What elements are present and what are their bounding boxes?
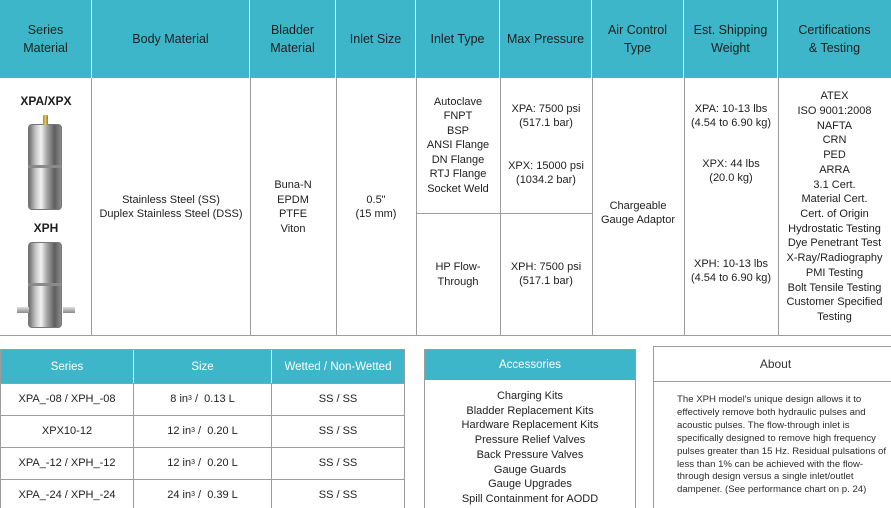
- sizes-header-series: Series: [50, 360, 84, 373]
- row-wetted: SS / SS: [271, 480, 404, 508]
- cert-item: Material Cert.: [801, 193, 868, 206]
- pressure-psi: XPA: 7500 psi: [511, 102, 581, 115]
- weight-kg: (4.54 to 6.90 kg): [690, 272, 772, 284]
- cert-item: PED: [823, 149, 846, 162]
- body-material-cell: [92, 78, 250, 336]
- inlet-type-bottom-cell: [416, 213, 500, 336]
- sizes-header-row: [1, 350, 404, 383]
- inlet-type-flow: HP Flow-: [435, 261, 481, 273]
- table-row: [1, 447, 404, 479]
- cert-item: Dye Penetrant Test: [787, 237, 882, 250]
- about-text: The XPH model's unique design allows it to effectively remove both hydraulic pulses and acoustic pulses. The flow-through inlet is specifically designed to remove high frequency pulses greater than 15 Hz. Residual pulsations of less than 1% can be achieved with the flow-through design versus a single inlet/outlet dampener. (See performance chart on p. 24): [677, 394, 887, 496]
- inlet-size-in: 0.5": [366, 193, 386, 206]
- cert-item: Cert. of Origin: [800, 208, 869, 220]
- bladder-ptfe: PTFE: [278, 208, 308, 220]
- cert-item: PMI Testing: [805, 266, 864, 279]
- air-control-line2: Gauge Adaptor: [600, 214, 675, 226]
- list-item: Back Pressure Valves: [476, 448, 584, 461]
- table-row: [1, 479, 404, 508]
- row-size: 12 in 3 / 0.20 L: [133, 416, 271, 447]
- inlet-type-top-cell: [416, 78, 500, 213]
- accessories-list: [425, 389, 635, 507]
- pressure-bar: (517.1 bar): [519, 117, 573, 129]
- cert-item: Bolt Tensile Testing: [787, 281, 882, 294]
- max-pressure-xpa: [500, 94, 592, 138]
- cert-item: CRN: [822, 134, 847, 147]
- header-series-material: Series Material: [0, 0, 92, 78]
- row-series: XPA_-24 / XPH_-24: [18, 489, 116, 502]
- cert-item: Testing: [817, 310, 852, 323]
- header-shipping-weight: Est. Shipping Weight: [684, 0, 778, 78]
- table-row: [1, 383, 404, 415]
- series-xpa-xpx-label: XPA/XPX: [20, 94, 72, 108]
- weight-lbs: XPH: 10-13 lbs: [694, 257, 768, 270]
- table-row: [1, 415, 404, 447]
- about-title: About: [654, 347, 891, 382]
- row-wetted: SS / SS: [271, 384, 404, 415]
- header-inlet-size: Inlet Size: [336, 0, 416, 78]
- bladder-epdm: EPDM: [277, 193, 309, 206]
- cert-item: NAFTA: [816, 119, 853, 132]
- list-item: Gauge Upgrades: [488, 478, 572, 491]
- weight-xpa: [684, 94, 778, 138]
- row-wetted: SS / SS: [271, 416, 404, 447]
- max-pressure-xph: [500, 252, 592, 296]
- list-item: Spill Containment for AODD: [461, 492, 599, 505]
- bladder-buna: Buna-N: [274, 179, 312, 191]
- weight-kg: (4.54 to 6.90 kg): [690, 117, 772, 129]
- series-xph-label: XPH: [33, 221, 59, 235]
- header-inlet-type: Inlet Type: [416, 0, 500, 78]
- body-material-ss: Stainless Steel (SS): [122, 193, 220, 206]
- pressure-psi: XPH: 7500 psi: [510, 260, 582, 273]
- bladder-material-cell: [250, 78, 336, 336]
- row-series: XPA_-08 / XPH_-08: [18, 393, 116, 406]
- cert-item: 3.1 Cert.: [813, 178, 856, 191]
- weight-xpx: [684, 149, 778, 193]
- weight-xph: [684, 249, 778, 293]
- pressure-bar: (1034.2 bar): [516, 174, 576, 186]
- row-series: XPA_-12 / XPH_-12: [18, 457, 116, 470]
- air-control-line1: Chargeable: [609, 199, 667, 212]
- air-control-cell: [592, 78, 684, 348]
- inlet-type-item: FNPT: [443, 110, 473, 123]
- row-series: XPX10-12: [41, 425, 93, 438]
- cert-item: Customer Specified: [786, 296, 883, 309]
- row-size: 24 in 3 / 0.39 L: [133, 480, 271, 508]
- list-item: Bladder Replacement Kits: [466, 404, 594, 417]
- inlet-type-through: Through: [437, 275, 479, 288]
- inlet-type-item: RTJ Flange: [429, 168, 487, 181]
- list-item: Pressure Relief Valves: [474, 434, 586, 447]
- pressure-bar: (517.1 bar): [519, 275, 573, 287]
- row-wetted: SS / SS: [271, 448, 404, 479]
- about-panel: [653, 346, 891, 508]
- cert-item: Hydrostatic Testing: [788, 222, 881, 235]
- xph-cylinder-icon: [28, 242, 62, 328]
- header-air-control: Air Control Type: [592, 0, 684, 78]
- pressure-psi: XPX: 15000 psi: [508, 159, 584, 172]
- inlet-size-mm: (15 mm): [355, 208, 397, 220]
- header-bladder-material: Bladder Material: [250, 0, 336, 78]
- header-body-material: Body Material: [92, 0, 250, 78]
- certifications-cell: [778, 78, 891, 336]
- weight-lbs: XPX: 44 lbs: [702, 157, 760, 170]
- inlet-size-cell: [336, 78, 416, 336]
- max-pressure-xpx: [500, 151, 592, 195]
- header-certifications: Certifications & Testing: [798, 23, 871, 55]
- row-size: 8 in 3 / 0.13 L: [133, 384, 271, 415]
- header-max-pressure: Max Pressure: [500, 0, 592, 78]
- accessories-panel: [424, 349, 636, 508]
- xpa-cylinder-icon: [28, 124, 62, 210]
- weight-kg: (20.0 kg): [709, 172, 753, 184]
- sizes-header-size: Size: [133, 350, 271, 383]
- inlet-type-item: Socket Weld: [427, 182, 489, 195]
- accessories-title: Accessories: [425, 350, 635, 380]
- bladder-viton: Viton: [280, 222, 306, 235]
- list-item: Hardware Replacement Kits: [461, 419, 599, 432]
- row-size: 12 in 3 / 0.20 L: [133, 448, 271, 479]
- cert-item: ISO 9001:2008: [797, 105, 872, 118]
- list-item: Charging Kits: [496, 390, 564, 402]
- inlet-type-item: DN Flange: [431, 153, 485, 166]
- body-material-dss: Duplex Stainless Steel (DSS): [99, 208, 243, 220]
- cert-item: X-Ray/Radiography: [786, 252, 883, 265]
- inlet-type-item: ANSI Flange: [426, 139, 490, 152]
- cert-item: ATEX: [820, 90, 849, 103]
- inlet-type-item: Autoclave: [433, 95, 483, 108]
- cert-item: ARRA: [819, 163, 850, 176]
- weight-lbs: XPA: 10-13 lbs: [694, 102, 768, 115]
- inlet-type-item: BSP: [446, 124, 469, 137]
- list-item: Gauge Guards: [493, 463, 567, 476]
- sizes-header-wetted: Wetted / Non-Wetted: [271, 350, 404, 383]
- sizes-table: [0, 349, 405, 508]
